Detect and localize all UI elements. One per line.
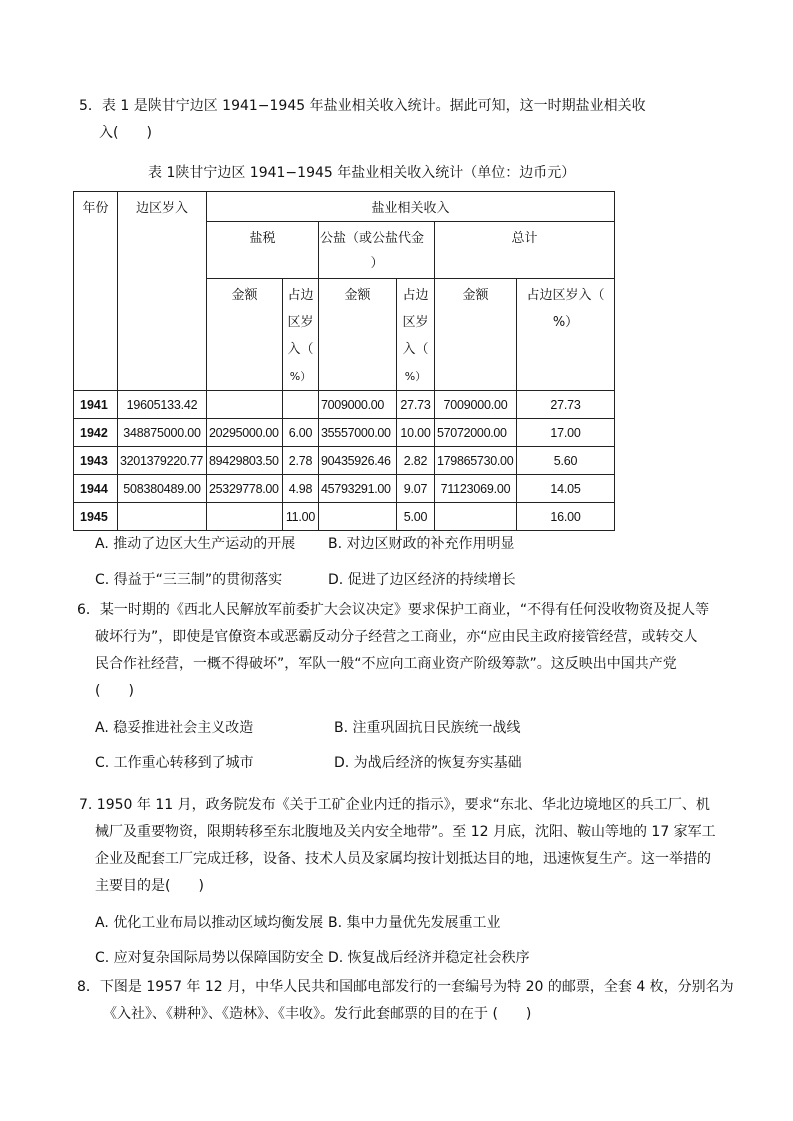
cell-tax-pct	[283, 391, 319, 419]
cell-tax-amount: 25329778.00	[207, 475, 283, 503]
cell-public-amount: 35557000.00	[319, 419, 397, 447]
share-line: 入（	[402, 342, 429, 357]
cell-public-pct: 9.07	[397, 475, 435, 503]
header-tax-share-text	[283, 279, 318, 390]
table-caption: 表 1陕甘宁边区 1941−1945 年盐业相关收入统计（单位：边币元）	[148, 165, 576, 181]
header-public-share	[397, 279, 435, 391]
cell-public-amount	[319, 503, 397, 531]
q7-option-a[interactable]: A. 优化工业布局以推动区域均衡发展	[95, 915, 324, 931]
cell-public-pct: 10.00	[397, 419, 435, 447]
cell-tax-pct: 6.00	[283, 419, 319, 447]
cell-year: 1944	[74, 475, 118, 503]
cell-total-amount: 57072000.00	[435, 419, 517, 447]
table-row	[74, 419, 615, 447]
cell-revenue	[118, 503, 207, 531]
cell-tax-pct: 2.78	[283, 447, 319, 475]
cell-public-pct: 2.82	[397, 447, 435, 475]
q6-option-d[interactable]: D. 为战后经济的恢复夯实基础	[334, 755, 522, 771]
cell-tax-amount: 20295000.00	[207, 419, 283, 447]
q7-stem-line4: 主要目的是( )	[95, 878, 204, 894]
total-share-line1: 占边区岁入（	[526, 288, 605, 303]
cell-tax-amount	[207, 391, 283, 419]
q6-stem-line1: 6．某一时期的《西北人民解放军前委扩大会议决定》要求保护工商业，“不得有任何没收物资及捉人等	[77, 602, 710, 618]
salt-income-table	[73, 191, 615, 531]
q8-stem-line1: 8．下图是 1957 年 12 月，中华人民共和国邮电部发行的一套编号为特 20 的邮票，全套 4 枚，分别名为	[77, 979, 734, 995]
cell-total-pct: 14.05	[517, 475, 615, 503]
q5-stem-line2: 入( )	[99, 125, 152, 141]
q7-stem-line2: 械厂及重要物资，限期转移至东北腹地及关内安全地带”。至 12 月底，沈阳、鞍山等地的 17 家军工	[95, 824, 716, 840]
cell-public-pct: 5.00	[397, 503, 435, 531]
q5-stem-line1: 5．表 1 是陕甘宁边区 1941−1945 年盐业相关收入统计。据此可知，这一时期盐业相关收	[79, 98, 646, 114]
cell-total-pct: 16.00	[517, 503, 615, 531]
q6-option-c[interactable]: C. 工作重心转移到了城市	[95, 755, 254, 771]
cell-total-amount	[435, 503, 517, 531]
share-line: 占边	[402, 288, 429, 303]
q7-option-b[interactable]: B. 集中力量优先发展重工业	[328, 915, 501, 931]
cell-public-amount: 7009000.00	[319, 391, 397, 419]
share-line: 入（	[287, 342, 314, 357]
cell-public-amount: 45793291.00	[319, 475, 397, 503]
share-line: 区岁	[402, 315, 429, 330]
cell-public-pct: 27.73	[397, 391, 435, 419]
header-total-share	[517, 279, 615, 391]
cell-total-amount: 179865730.00	[435, 447, 517, 475]
header-total-amount: 金额	[435, 279, 517, 391]
q7-stem-line3: 企业及配套工厂完成迁移，设备、技术人员及家属均按计划抵达目的地，迅速恢复生产。这一举措的	[95, 851, 711, 867]
cell-total-pct: 17.00	[517, 419, 615, 447]
header-public-share-text	[397, 279, 434, 390]
share-line: 占边	[287, 288, 314, 303]
total-share-line2: %）	[552, 315, 579, 330]
q8-stem-line2: 《入社》、《耕种》、《造林》、《丰收》。发行此套邮票的目的在于 ( )	[103, 1006, 532, 1022]
header-revenue: 边区岁入	[118, 192, 207, 391]
cell-year: 1943	[74, 447, 118, 475]
header-total: 总计	[435, 222, 615, 279]
cell-revenue: 19605133.42	[118, 391, 207, 419]
q5-option-d[interactable]: D. 促进了边区经济的持续增长	[328, 572, 516, 588]
cell-tax-pct: 4.98	[283, 475, 319, 503]
header-salt-income: 盐业相关收入	[207, 192, 615, 222]
cell-total-amount: 7009000.00	[435, 391, 517, 419]
header-tax-amount: 金额	[207, 279, 283, 391]
cell-tax-pct: 11.00	[283, 503, 319, 531]
cell-public-amount: 90435926.46	[319, 447, 397, 475]
table-row	[74, 447, 615, 475]
header-public-salt-line2: ）	[370, 256, 384, 271]
cell-revenue: 3201379220.77	[118, 447, 207, 475]
cell-tax-amount	[207, 503, 283, 531]
cell-revenue: 508380489.00	[118, 475, 207, 503]
cell-total-pct: 5.60	[517, 447, 615, 475]
q6-stem-line3: 民合作社经营，一概不得破坏”，军队一般“不应向工商业资产阶级筹款”。这反映出中国共产党	[95, 656, 677, 672]
cell-total-pct: 27.73	[517, 391, 615, 419]
q7-option-c[interactable]: C. 应对复杂国际局势以保障国防安全	[95, 950, 324, 966]
header-public-amount: 金额	[319, 279, 397, 391]
table-row	[74, 391, 615, 419]
table-row	[74, 475, 615, 503]
q7-option-d[interactable]: D. 恢复战后经济并稳定社会秩序	[328, 950, 530, 966]
share-line: 区岁	[287, 315, 314, 330]
header-tax-share	[283, 279, 319, 391]
cell-revenue: 348875000.00	[118, 419, 207, 447]
q5-option-c[interactable]: C. 得益于“三三制”的贯彻落实	[95, 572, 283, 588]
header-salt-tax: 盐税	[207, 222, 319, 279]
q5-option-a[interactable]: A. 推动了边区大生产运动的开展	[95, 536, 296, 552]
q5-option-b[interactable]: B. 对边区财政的补充作用明显	[328, 536, 515, 552]
q7-stem-line1: 7. 1950 年 11 月，政务院发布《关于工矿企业内迁的指示》，要求“东北、华北边境地区的兵工厂、机	[79, 797, 710, 813]
cell-year: 1942	[74, 419, 118, 447]
q6-stem-line4: ( )	[95, 683, 134, 699]
cell-year: 1941	[74, 391, 118, 419]
cell-year: 1945	[74, 503, 118, 531]
cell-total-amount: 71123069.00	[435, 475, 517, 503]
table-row	[74, 503, 615, 531]
q6-option-b[interactable]: B. 注重巩固抗日民族统一战线	[334, 720, 521, 736]
header-public-salt	[319, 222, 435, 279]
cell-tax-amount: 89429803.50	[207, 447, 283, 475]
q6-option-a[interactable]: A. 稳妥推进社会主义改造	[95, 720, 254, 736]
q6-stem-line2: 破坏行为”，即使是官僚资本或恶霸反动分子经营之工商业，亦“应由民主政府接管经营，或转交人	[95, 629, 698, 645]
share-line: %）	[404, 370, 427, 383]
header-public-salt-line1: 公盐（或公盐代金	[320, 231, 425, 246]
header-year: 年份	[74, 192, 118, 391]
share-line: %）	[289, 370, 312, 383]
